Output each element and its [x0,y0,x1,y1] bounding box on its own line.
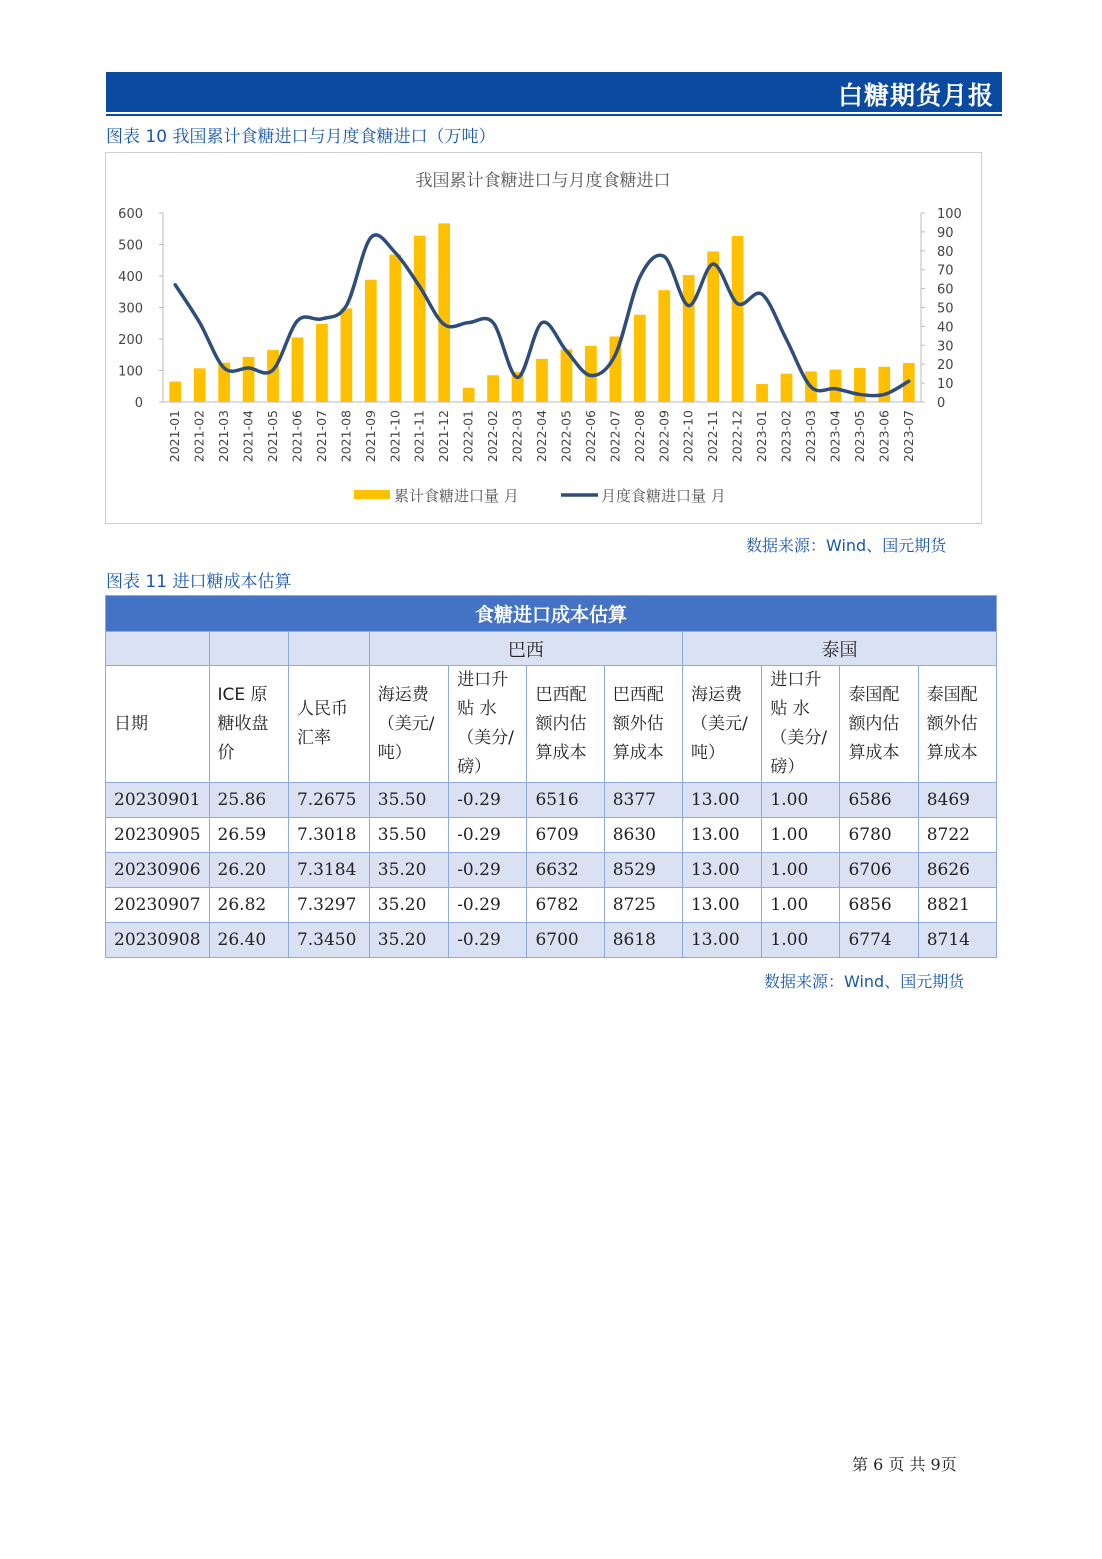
right-tick-label: 100 [937,207,962,222]
bar [487,375,499,402]
bar [169,382,181,402]
table-header-row [106,666,997,783]
x-tick-label: 2023-03 [802,410,818,463]
table-cell: 6709 [527,818,604,853]
bar [243,357,255,402]
x-tick-label: 2022-06 [582,410,598,463]
table-cell: 1.00 [762,888,840,923]
table-cell: 13.00 [682,888,761,923]
table-cell: 26.82 [209,888,288,923]
table-row [106,818,997,853]
table-cell: 6782 [527,888,604,923]
table-body [106,783,997,958]
x-tick-label: 2023-01 [754,410,770,463]
x-tick-label: 2022-08 [631,410,647,463]
right-tick-label: 50 [937,301,954,317]
table-cell: 20230905 [106,818,210,853]
x-tick-label: 2021-04 [240,410,256,463]
x-tick-label: 2021-09 [362,410,378,463]
x-tick-label: 2021-07 [313,410,329,463]
group-empty [288,632,369,666]
x-tick-label: 2022-05 [558,410,574,463]
x-tick-label: 2021-06 [289,410,305,463]
bar [463,388,475,402]
table-cell: 13.00 [682,783,761,818]
x-tick-label: 2021-05 [265,410,281,463]
legend-bar-label: 累计食糖进口量 月 [394,487,519,505]
bar [707,251,719,402]
table-row [106,888,997,923]
right-tick-label: 40 [937,320,954,336]
column-header: ICE 原糖收盘价 [209,666,288,783]
bar [732,236,744,402]
table-cell: 6780 [840,818,918,853]
table-cell: 13.00 [682,818,761,853]
column-header: 泰国配额外估算成本 [918,666,996,783]
table-cell: 35.20 [369,923,448,958]
x-tick-label: 2021-02 [191,410,207,463]
column-header: 日期 [106,666,210,783]
bar [292,337,304,402]
bar [830,370,842,402]
table-cell: 20230901 [106,783,210,818]
table-cell: 6856 [840,888,918,923]
x-tick-label: 2021-11 [411,410,427,463]
x-tick-label: 2021-03 [216,410,232,463]
table-cell: 8714 [918,923,996,958]
group-thailand: 泰国 [682,632,996,666]
table-cell: 35.20 [369,888,448,923]
table-cell: 6632 [527,853,604,888]
table-row [106,853,997,888]
table-title: 食糖进口成本估算 [106,596,997,632]
bar [438,223,450,402]
table-cell: 6706 [840,853,918,888]
table-cell: 6586 [840,783,918,818]
table-cell: 26.40 [209,923,288,958]
table-cell: 7.2675 [288,783,369,818]
bar [194,368,206,402]
table-cell: 8821 [918,888,996,923]
x-tick-label: 2021-08 [338,410,354,463]
table-cell: 26.20 [209,853,288,888]
x-tick-label: 2023-05 [851,410,867,463]
table-cell: 35.50 [369,818,448,853]
column-header: 巴西配额内估算成本 [527,666,604,783]
table-cell: 8377 [604,783,682,818]
header-divider [106,114,1002,116]
table-cell: 8618 [604,923,682,958]
import-chart [106,153,981,523]
header-bar [106,72,1002,112]
x-tick-label: 2022-02 [485,410,501,463]
right-tick-label: 30 [937,339,954,355]
table-cell: 8725 [604,888,682,923]
right-tick-label: 60 [937,282,954,298]
left-tick-label: 100 [118,364,143,380]
left-tick-label: 0 [134,396,143,411]
group-brazil: 巴西 [369,632,682,666]
column-header: 泰国配额内估算成本 [840,666,918,783]
x-tick-label: 2021-01 [167,410,183,463]
x-tick-label: 2022-01 [460,410,476,463]
table-cell: 26.59 [209,818,288,853]
x-tick-label: 2023-04 [827,410,843,463]
bar [781,374,793,402]
right-tick-label: 20 [937,358,954,374]
table-cell: 1.00 [762,923,840,958]
x-tick-label: 2022-09 [656,410,672,463]
table-cell: 7.3297 [288,888,369,923]
table-cell: 8630 [604,818,682,853]
table-cell: -0.29 [449,888,527,923]
x-tick-label: 2022-03 [509,410,525,463]
bar [365,280,377,402]
left-tick-label: 400 [118,270,143,285]
legend-bar-swatch [354,490,390,499]
x-tick-label: 2022-10 [680,410,696,463]
table-cell: 20230908 [106,923,210,958]
table-cell: 8626 [918,853,996,888]
column-header: 进口升贴 水（美分/磅） [449,666,527,783]
bar [414,236,426,402]
table-cell: 8469 [918,783,996,818]
right-tick-label: 70 [937,263,954,279]
x-tick-label: 2022-11 [705,410,721,463]
x-tick-label: 2022-04 [534,410,549,463]
table-cell: 1.00 [762,853,840,888]
bar [854,368,866,402]
x-tick-label: 2021-12 [436,410,452,463]
table-cell: 6516 [527,783,604,818]
table-cell: 7.3450 [288,923,369,958]
bar [683,275,695,402]
x-tick-label: 2022-07 [607,410,623,463]
table-cell: 13.00 [682,923,761,958]
table-cell: 1.00 [762,818,840,853]
left-tick-label: 200 [118,333,143,348]
figure11-caption: 图表 11 进口糖成本估算 [106,572,292,592]
table-cell: 1.00 [762,783,840,818]
x-tick-label: 2021-10 [387,410,403,463]
x-tick-label: 2023-07 [900,410,916,463]
table-cell: 13.00 [682,853,761,888]
report-title: 白糖期货月报 [837,81,994,110]
table-cell: -0.29 [449,923,527,958]
bar [389,255,401,402]
bar [536,359,548,402]
left-tick-label: 600 [118,207,143,222]
figure10-source: 数据来源：Wind、国元期货 [746,536,947,555]
table-cell: -0.29 [449,783,527,818]
column-header: 巴西配额外估算成本 [604,666,682,783]
page-number: 第 6 页 共 9页 [852,1455,957,1474]
right-tick-label: 0 [937,396,946,411]
right-tick-label: 80 [937,244,954,260]
group-empty [209,632,288,666]
right-tick-label: 10 [937,377,954,393]
import-cost-table [105,595,997,958]
chart-title: 我国累计食糖进口与月度食糖进口 [415,171,671,191]
table-cell: 6774 [840,923,918,958]
column-header: 人民币汇率 [288,666,369,783]
table-cell: -0.29 [449,853,527,888]
bar [658,290,670,402]
table-cell: 7.3018 [288,818,369,853]
bar [267,350,279,402]
table-cell: 6700 [527,923,604,958]
right-tick-label: 90 [937,225,954,241]
column-header: 海运费（美元/吨） [682,666,761,783]
x-tick-label: 2022-12 [729,410,745,463]
legend-line-label: 月度食糖进口量 月 [601,487,726,505]
left-tick-label: 300 [118,301,143,317]
table-row [106,923,997,958]
figure10-caption: 图表 10 我国累计食糖进口与月度食糖进口（万吨） [106,127,496,147]
bar [756,384,768,402]
x-tick-label: 2023-06 [876,410,892,463]
table-cell: 35.20 [369,853,448,888]
table-cell: 7.3184 [288,853,369,888]
left-tick-label: 500 [118,238,143,254]
column-header: 海运费（美元/吨） [369,666,448,783]
group-empty [106,632,210,666]
table-cell: 8529 [604,853,682,888]
table-cell: 35.50 [369,783,448,818]
bar [316,324,328,402]
table-cell: 20230906 [106,853,210,888]
table-cell: 20230907 [106,888,210,923]
table-cell: -0.29 [449,818,527,853]
x-tick-label: 2023-02 [778,410,794,463]
table-cell: 25.86 [209,783,288,818]
figure11-source: 数据来源：Wind、国元期货 [764,972,965,991]
table-row [106,783,997,818]
table-cell: 8722 [918,818,996,853]
bar [634,315,646,402]
chart-container [105,152,982,524]
column-header: 进口升贴 水（美分/磅） [762,666,840,783]
bar [341,308,353,402]
